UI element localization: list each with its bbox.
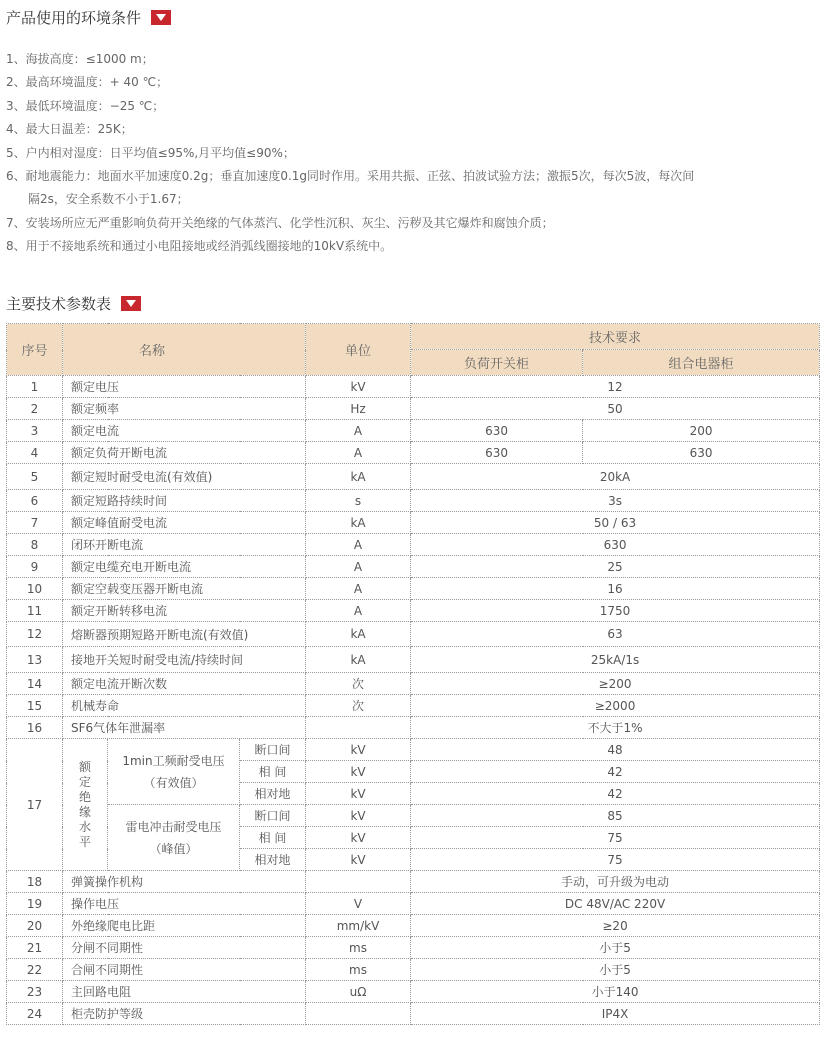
- header-tech-requirements: 技术要求: [411, 324, 820, 350]
- lightning-impulse-group: [108, 805, 240, 871]
- row-name: 额定开断转移电流: [63, 600, 306, 622]
- insulation-sub-item: 断口间: [240, 739, 306, 761]
- row-value: 小于140: [411, 981, 820, 1003]
- env-item: 7、安装场所应无严重影响负荷开关绝缘的气体蒸汽、化学性沉积、灰尘、污秽及其它爆炸和腐蚀介质；: [6, 215, 554, 230]
- row-value: 50 / 63: [411, 512, 820, 534]
- row-no: 14: [7, 673, 63, 695]
- row-no: 19: [7, 893, 63, 915]
- row-value: 1750: [411, 600, 820, 622]
- power-frequency-sub: （有效值）: [143, 775, 204, 790]
- row-no: 23: [7, 981, 63, 1003]
- row-name: 操作电压: [63, 893, 306, 915]
- row-name: 额定电流开断次数: [63, 673, 306, 695]
- row-unit: V: [306, 893, 411, 915]
- table-row: [7, 647, 820, 673]
- row-no: 13: [7, 647, 63, 673]
- row-unit: kV: [306, 761, 411, 783]
- row-name: 额定负荷开断电流: [63, 442, 306, 464]
- row-unit: ms: [306, 937, 411, 959]
- table-row: [7, 1003, 820, 1025]
- env-item: 5、户内相对湿度：日平均值≤95%,月平均值≤90%；: [6, 145, 295, 160]
- row-value: ≥2000: [411, 695, 820, 717]
- row-value: 小于5: [411, 959, 820, 981]
- table-row: [7, 512, 820, 534]
- row-name: 主回路电阻: [63, 981, 306, 1003]
- row-unit: A: [306, 556, 411, 578]
- insulation-sub-item: 断口间: [240, 805, 306, 827]
- env-item: 8、用于不接地系统和通过小电阻接地或经消弧线圈接地的10kV系统中。: [6, 239, 393, 254]
- table-row: [7, 959, 820, 981]
- row-unit: kV: [306, 849, 411, 871]
- specs-title-text: 主要技术参数表: [6, 295, 112, 313]
- row-name: 额定电压: [63, 376, 306, 398]
- row-name: 额定频率: [63, 398, 306, 420]
- table-row: [7, 673, 820, 695]
- row-no: 7: [7, 512, 63, 534]
- row-no: 24: [7, 1003, 63, 1025]
- table-row: [7, 981, 820, 1003]
- row-unit: A: [306, 578, 411, 600]
- row-value: 630: [411, 534, 820, 556]
- row-name: 额定短路持续时间: [63, 490, 306, 512]
- row-unit: kA: [306, 464, 411, 490]
- row-value: IP4X: [411, 1003, 820, 1025]
- row-no: 20: [7, 915, 63, 937]
- row-value: 42: [411, 761, 820, 783]
- env-item: 4、最大日温差：25K；: [6, 122, 133, 137]
- row-unit: mm/kV: [306, 915, 411, 937]
- row-no: 2: [7, 398, 63, 420]
- row-name: 接地开关短时耐受电流/持续时间: [63, 647, 306, 673]
- insulation-sub-item: 相 间: [240, 827, 306, 849]
- row-unit: [306, 1003, 411, 1025]
- row-no: 3: [7, 420, 63, 442]
- spec-table-body: [7, 376, 820, 1025]
- header-combined-cabinet: 组合电器柜: [583, 350, 820, 376]
- insulation-level-label-cell: [63, 739, 108, 871]
- row-unit: A: [306, 420, 411, 442]
- row-no: 6: [7, 490, 63, 512]
- row-unit: 次: [306, 695, 411, 717]
- arrow-down-icon[interactable]: [151, 10, 171, 25]
- row-unit: uΩ: [306, 981, 411, 1003]
- row-value: 小于5: [411, 937, 820, 959]
- row-value: ≥20: [411, 915, 820, 937]
- row-no: 12: [7, 622, 63, 647]
- row-name: 额定电流: [63, 420, 306, 442]
- row-value: 42: [411, 783, 820, 805]
- header-load-switch-cabinet: 负荷开关柜: [411, 350, 583, 376]
- row-value: 25kA/1s: [411, 647, 820, 673]
- table-row: [7, 805, 820, 827]
- row-unit: kV: [306, 739, 411, 761]
- power-frequency-label: 1min工频耐受电压: [122, 753, 225, 768]
- row-no: 4: [7, 442, 63, 464]
- row-unit: kV: [306, 783, 411, 805]
- row-value: 20kA: [411, 464, 820, 490]
- table-row: [7, 534, 820, 556]
- row-value-load-switch: 630: [411, 442, 583, 464]
- row-unit: ms: [306, 959, 411, 981]
- table-row: [7, 937, 820, 959]
- row-unit: s: [306, 490, 411, 512]
- row-name: 分闸不同期性: [63, 937, 306, 959]
- row-no: 9: [7, 556, 63, 578]
- table-row: [7, 893, 820, 915]
- header-seq: 序号: [7, 324, 63, 376]
- table-row: [7, 915, 820, 937]
- table-row: [7, 600, 820, 622]
- env-item: 1、海拔高度：≤1000 m；: [6, 52, 154, 66]
- header-name: 名称: [63, 324, 306, 376]
- insulation-sub-item: 相对地: [240, 849, 306, 871]
- row-no: 17: [7, 739, 63, 871]
- table-row: [7, 442, 820, 464]
- row-value-load-switch: 630: [411, 420, 583, 442]
- row-no: 11: [7, 600, 63, 622]
- row-no: 10: [7, 578, 63, 600]
- specs-section-title: [6, 293, 141, 314]
- table-row: [7, 490, 820, 512]
- table-row: [7, 376, 820, 398]
- row-name: 额定短时耐受电流(有效值): [63, 464, 306, 490]
- table-row: [7, 717, 820, 739]
- power-frequency-group: [108, 739, 240, 805]
- row-name: 额定空载变压器开断电流: [63, 578, 306, 600]
- insulation-level-label: 额定绝缘水平: [78, 759, 91, 849]
- row-name: 柜壳防护等级: [63, 1003, 306, 1025]
- row-unit: kA: [306, 512, 411, 534]
- row-name: SF6气体年泄漏率: [63, 717, 306, 739]
- row-no: 16: [7, 717, 63, 739]
- env-conditions-list: [6, 48, 816, 259]
- table-row: [7, 871, 820, 893]
- row-unit: Hz: [306, 398, 411, 420]
- env-item: 6、耐地震能力：地面水平加速度0.2g；垂直加速度0.1g同时作用。采用共振、正弦、拍波试验方法；激振5次，每次5波，每次间: [6, 169, 695, 184]
- row-value: ≥200: [411, 673, 820, 695]
- row-no: 18: [7, 871, 63, 893]
- table-row: [7, 556, 820, 578]
- row-value: 50: [411, 398, 820, 420]
- row-name: 弹簧操作机构: [63, 871, 306, 893]
- row-unit: A: [306, 442, 411, 464]
- row-value: 85: [411, 805, 820, 827]
- row-value-combined: 200: [583, 420, 820, 442]
- table-row: [7, 398, 820, 420]
- row-value: 25: [411, 556, 820, 578]
- row-unit: kV: [306, 376, 411, 398]
- row-value: 48: [411, 739, 820, 761]
- insulation-sub-item: 相 间: [240, 761, 306, 783]
- insulation-sub-item: 相对地: [240, 783, 306, 805]
- row-no: 22: [7, 959, 63, 981]
- row-name: 额定电缆充电开断电流: [63, 556, 306, 578]
- row-name: 熔断器预期短路开断电流(有效值): [63, 622, 306, 647]
- row-name: 合闸不同期性: [63, 959, 306, 981]
- row-value: 16: [411, 578, 820, 600]
- row-value: 12: [411, 376, 820, 398]
- table-row: [7, 578, 820, 600]
- row-no: 1: [7, 376, 63, 398]
- row-unit: kV: [306, 805, 411, 827]
- row-name: 闭环开断电流: [63, 534, 306, 556]
- row-no: 15: [7, 695, 63, 717]
- row-value: 75: [411, 827, 820, 849]
- env-item: 3、最低环境温度：−25 ℃；: [6, 98, 165, 113]
- table-row: [7, 622, 820, 647]
- row-unit: [306, 717, 411, 739]
- row-unit: [306, 871, 411, 893]
- env-title-text: 产品使用的环境条件: [6, 9, 142, 27]
- row-value: 手动，可升级为电动: [411, 871, 820, 893]
- spec-table: [6, 323, 820, 1025]
- row-name: 额定峰值耐受电流: [63, 512, 306, 534]
- row-unit: A: [306, 534, 411, 556]
- env-item: 2、最高环境温度：+ 40 ℃；: [6, 75, 169, 90]
- lightning-impulse-sub: （峰值）: [149, 841, 198, 856]
- row-value: 3s: [411, 490, 820, 512]
- row-value: 75: [411, 849, 820, 871]
- row-unit: 次: [306, 673, 411, 695]
- row-unit: kV: [306, 827, 411, 849]
- table-row: [7, 464, 820, 490]
- table-row: [7, 739, 820, 761]
- row-name: 外绝缘爬电比距: [63, 915, 306, 937]
- header-unit: 单位: [306, 324, 411, 376]
- row-unit: kA: [306, 622, 411, 647]
- arrow-down-icon[interactable]: [121, 296, 141, 311]
- row-no: 21: [7, 937, 63, 959]
- row-no: 8: [7, 534, 63, 556]
- env-section-title: [6, 7, 171, 28]
- row-unit: A: [306, 600, 411, 622]
- row-unit: kA: [306, 647, 411, 673]
- row-value: 不大于1%: [411, 717, 820, 739]
- row-value: 63: [411, 622, 820, 647]
- lightning-impulse-label: 雷电冲击耐受电压: [125, 819, 222, 834]
- row-value: DC 48V/AC 220V: [411, 893, 820, 915]
- row-no: 5: [7, 464, 63, 490]
- table-row: [7, 420, 820, 442]
- table-row: [7, 695, 820, 717]
- row-value-combined: 630: [583, 442, 820, 464]
- env-item-continuation: 隔2s，安全系数不小于1.67；: [28, 192, 189, 207]
- row-name: 机械寿命: [63, 695, 306, 717]
